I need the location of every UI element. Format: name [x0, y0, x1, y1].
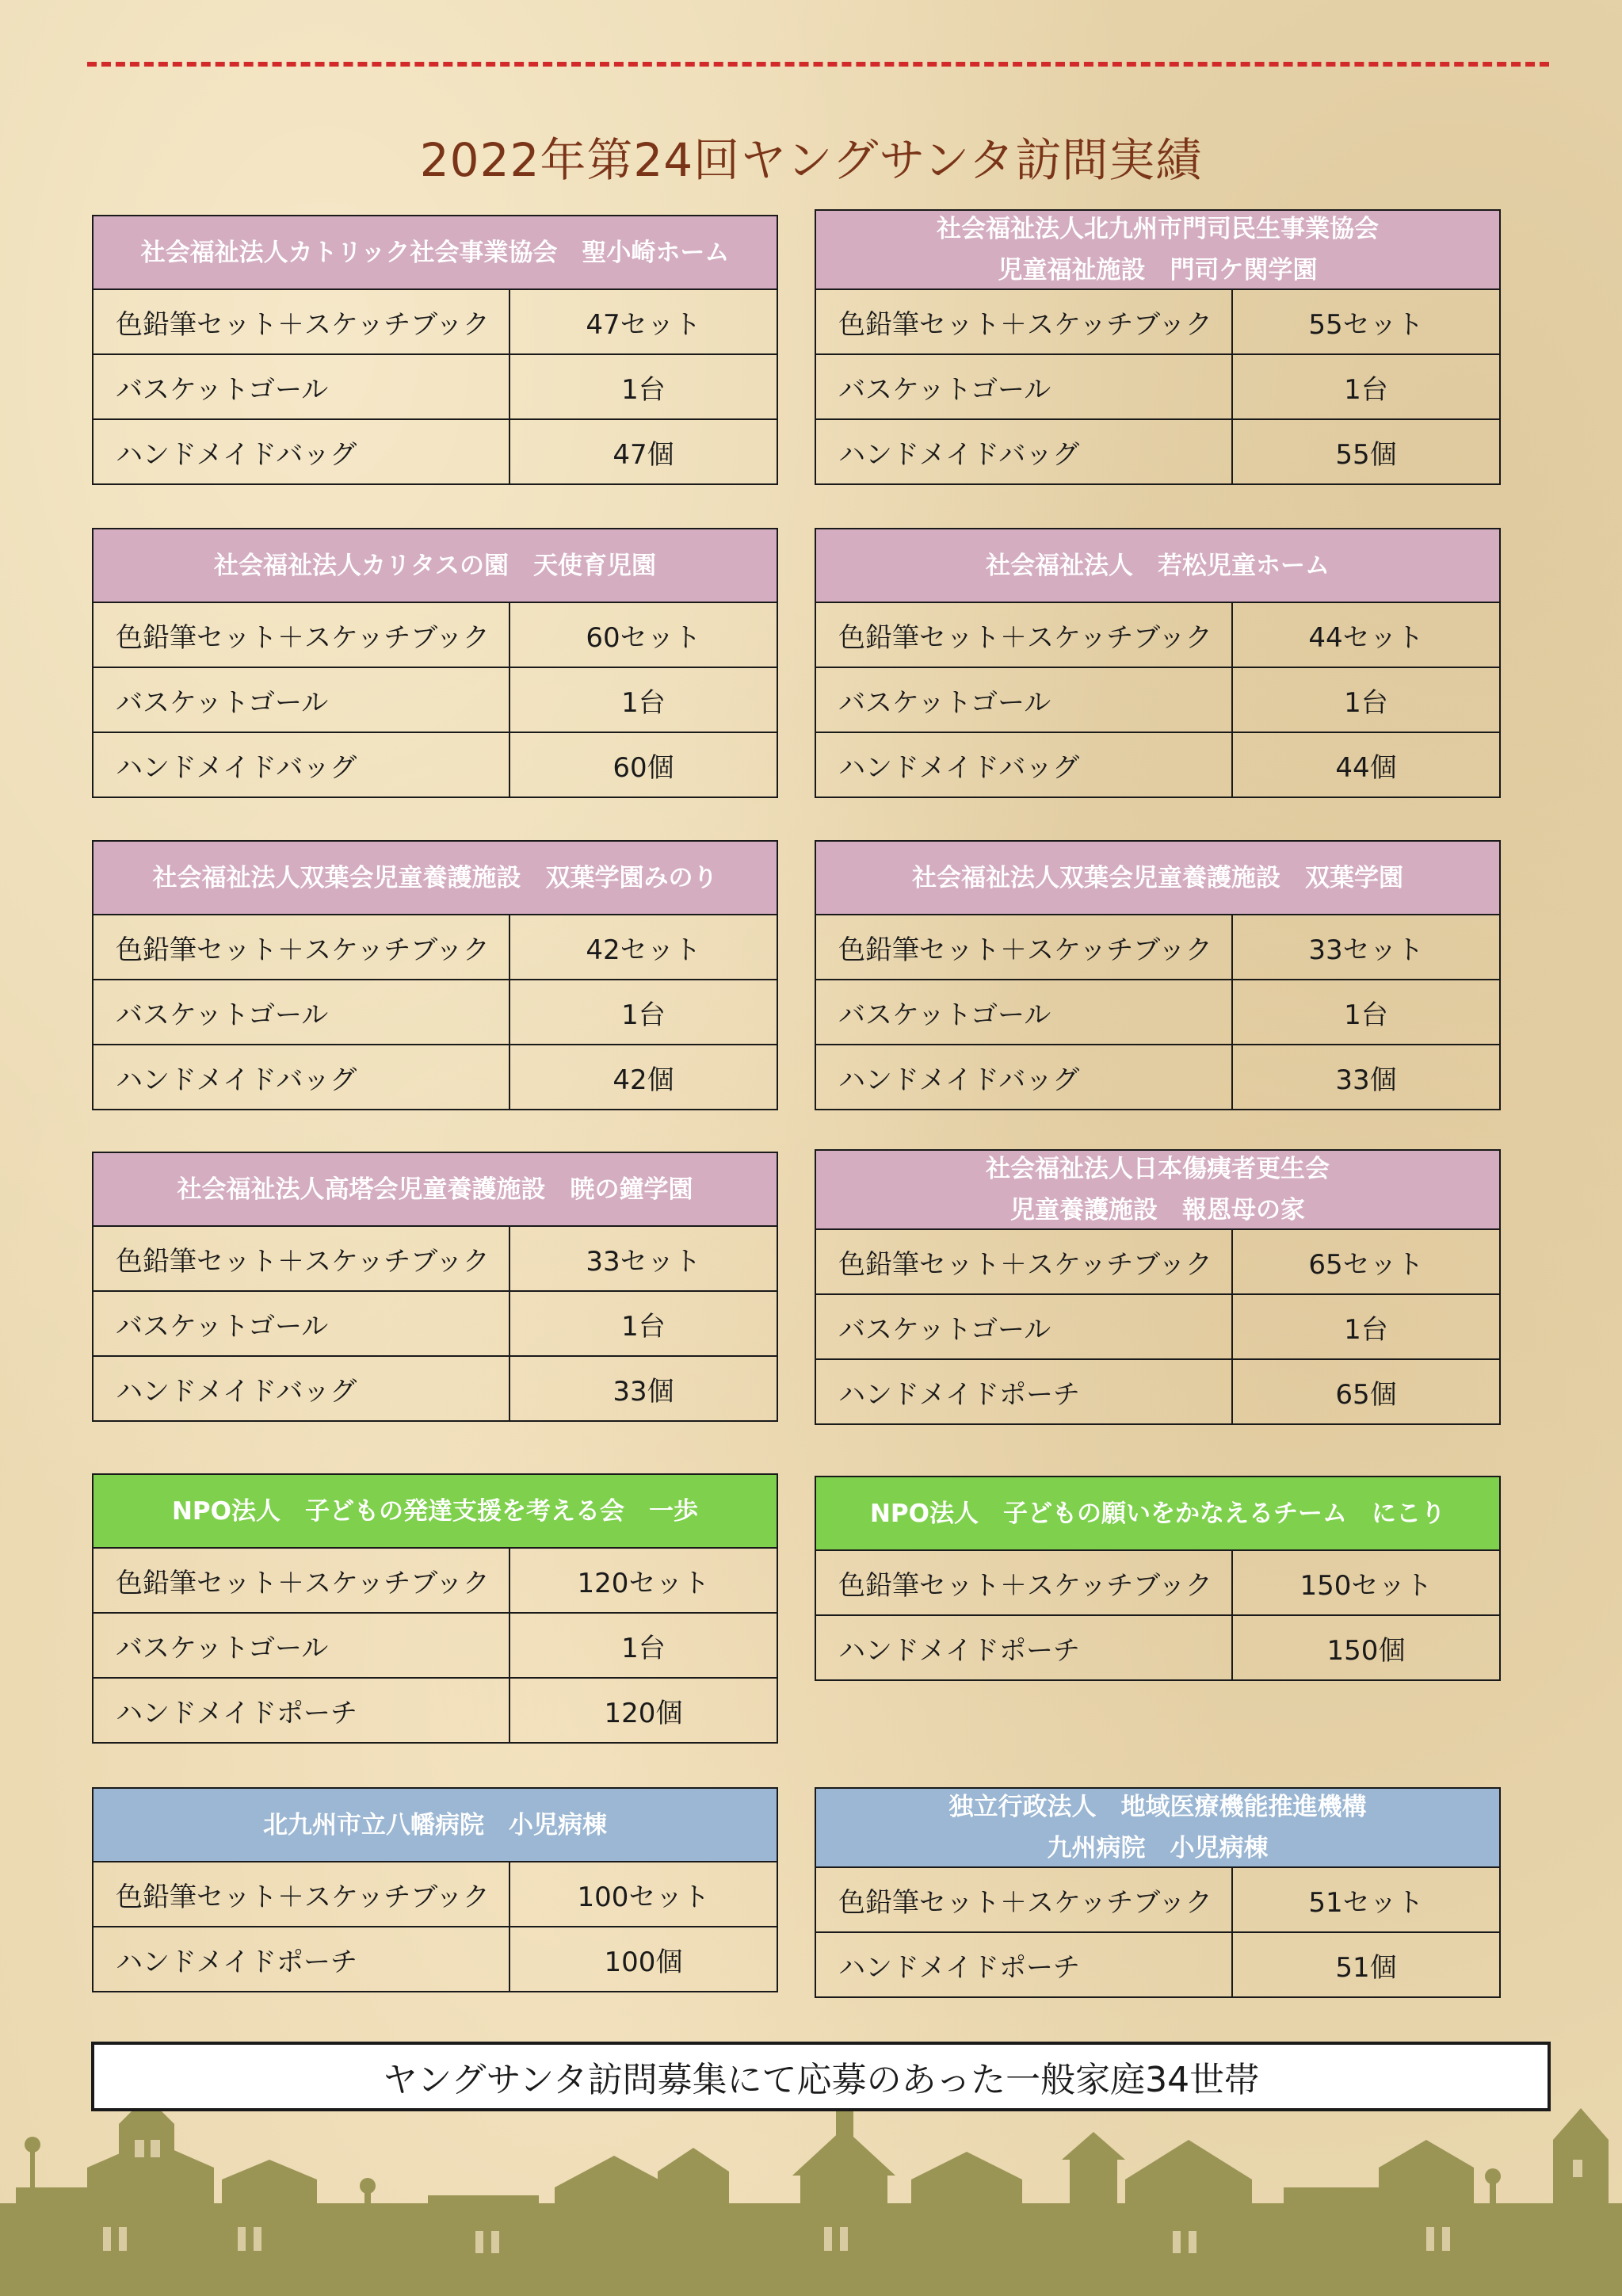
item-name: ハンドメイドバッグ — [93, 1356, 509, 1421]
item-quantity: 150セット — [1232, 1550, 1500, 1615]
table-row — [815, 732, 1500, 797]
facility-header — [815, 1787, 1501, 1868]
item-name: 色鉛筆セット＋スケッチブック — [93, 915, 509, 980]
item-name: ハンドメイドバッグ — [93, 419, 509, 484]
table-row — [93, 1862, 777, 1927]
item-quantity: 55セット — [1232, 289, 1500, 354]
item-quantity: 1台 — [509, 980, 777, 1045]
table-row — [815, 1294, 1500, 1359]
facility-card — [815, 1149, 1501, 1425]
item-name: 色鉛筆セット＋スケッチブック — [815, 1550, 1232, 1615]
item-name: ハンドメイドバッグ — [815, 419, 1232, 484]
item-quantity: 1台 — [509, 354, 777, 419]
general-households-note — [91, 2042, 1551, 2111]
item-name: ハンドメイドバッグ — [815, 732, 1232, 797]
item-quantity: 100個 — [509, 1927, 777, 1992]
item-name: 色鉛筆セット＋スケッチブック — [815, 1229, 1232, 1294]
item-quantity: 65個 — [1232, 1359, 1500, 1424]
item-name: ハンドメイドバッグ — [93, 732, 509, 797]
item-table — [815, 602, 1501, 798]
item-name: バスケットゴール — [93, 667, 509, 732]
item-quantity: 33セット — [1232, 915, 1500, 980]
facility-name: 社会福祉法人カリタスの園 天使育児園 — [214, 551, 656, 580]
item-name: ハンドメイドポーチ — [93, 1927, 509, 1992]
facility-card — [92, 1473, 778, 1744]
page-title: 2022年第24回ヤングサンタ訪問実績 — [419, 133, 1203, 187]
table-row — [815, 1615, 1500, 1680]
dashed-divider — [87, 62, 1549, 67]
table-row — [815, 1359, 1500, 1424]
facility-subname: 児童福祉施設 門司ケ関学園 — [998, 256, 1318, 285]
facility-name: 北九州市立八幡病院 小児病棟 — [263, 1810, 607, 1839]
table-row — [93, 1356, 777, 1421]
item-name: ハンドメイドバッグ — [815, 1045, 1232, 1110]
facility-card — [815, 840, 1501, 1110]
item-name: 色鉛筆セット＋スケッチブック — [815, 602, 1232, 667]
table-row — [93, 289, 777, 354]
facility-name: NPO法人 子どもの願いをかなえるチーム にこり — [869, 1499, 1445, 1528]
table-row — [815, 1932, 1500, 1997]
item-name: 色鉛筆セット＋スケッチブック — [93, 289, 509, 354]
item-quantity: 1台 — [1232, 667, 1500, 732]
item-quantity: 1台 — [1232, 354, 1500, 419]
table-row — [93, 602, 777, 667]
item-name: 色鉛筆セット＋スケッチブック — [93, 1226, 509, 1291]
item-quantity: 1台 — [509, 667, 777, 732]
item-quantity: 33個 — [1232, 1045, 1500, 1110]
table-row — [815, 354, 1500, 419]
item-name: ハンドメイドバッグ — [93, 1045, 509, 1110]
table-row — [93, 419, 777, 484]
item-table — [92, 602, 778, 798]
item-name: バスケットゴール — [815, 667, 1232, 732]
table-row — [93, 1548, 777, 1613]
town-silhouette-image — [0, 2092, 1622, 2296]
item-name: ハンドメイドポーチ — [815, 1932, 1232, 1997]
item-table — [815, 1228, 1501, 1425]
item-quantity: 44個 — [1232, 732, 1500, 797]
table-row — [815, 1550, 1500, 1615]
item-name: ハンドメイドポーチ — [93, 1678, 509, 1743]
item-table — [815, 914, 1501, 1110]
facility-card — [92, 1152, 778, 1422]
item-name: バスケットゴール — [815, 354, 1232, 419]
item-name: 色鉛筆セット＋スケッチブック — [815, 915, 1232, 980]
table-row — [93, 1291, 777, 1356]
item-quantity: 42セット — [509, 915, 777, 980]
facility-card — [815, 528, 1501, 798]
facility-name: 社会福祉法人双葉会児童養護施設 双葉学園みのり — [152, 863, 718, 892]
facility-header — [92, 215, 778, 290]
item-table — [815, 1866, 1501, 1998]
item-quantity: 1台 — [509, 1291, 777, 1356]
table-row — [815, 915, 1500, 980]
item-name: ハンドメイドポーチ — [815, 1359, 1232, 1424]
facility-subname: 児童養護施設 報恩母の家 — [1010, 1196, 1305, 1224]
item-quantity: 1台 — [509, 1613, 777, 1678]
table-row — [815, 1045, 1500, 1110]
table-row — [815, 602, 1500, 667]
facility-header — [92, 1473, 778, 1549]
table-row — [93, 1226, 777, 1291]
facility-card — [815, 1787, 1501, 1998]
table-row — [815, 667, 1500, 732]
table-row — [815, 289, 1500, 354]
item-name: バスケットゴール — [815, 980, 1232, 1045]
item-name: バスケットゴール — [93, 980, 509, 1045]
item-name: 色鉛筆セット＋スケッチブック — [815, 1867, 1232, 1932]
facility-header — [815, 528, 1501, 603]
table-row — [93, 1927, 777, 1992]
item-quantity: 1台 — [1232, 1294, 1500, 1359]
table-row — [93, 1678, 777, 1743]
item-quantity: 44セット — [1232, 602, 1500, 667]
item-table — [92, 288, 778, 485]
item-name: ハンドメイドポーチ — [815, 1615, 1232, 1680]
facility-header — [815, 840, 1501, 915]
facility-card — [92, 1787, 778, 1992]
facility-name: 社会福祉法人日本傷痍者更生会 — [986, 1155, 1330, 1183]
facility-name: 独立行政法人 地域医療機能推進機構 — [948, 1793, 1367, 1821]
facility-card — [92, 528, 778, 798]
item-table — [92, 1547, 778, 1744]
item-quantity: 33個 — [509, 1356, 777, 1421]
item-name: 色鉛筆セット＋スケッチブック — [93, 1862, 509, 1927]
item-quantity: 47セット — [509, 289, 777, 354]
item-quantity: 100セット — [509, 1862, 777, 1927]
facility-card — [815, 209, 1501, 485]
facility-header — [92, 528, 778, 603]
facility-header — [815, 209, 1501, 290]
item-quantity: 42個 — [509, 1045, 777, 1110]
table-row — [815, 1867, 1500, 1932]
item-table — [92, 1861, 778, 1992]
item-name: バスケットゴール — [93, 1291, 509, 1356]
footer-text: ヤングサンタ訪問募集にて応募のあった一般家庭34世帯 — [382, 2060, 1260, 2100]
facility-header — [815, 1476, 1501, 1551]
facility-name: 社会福祉法人 若松児童ホーム — [986, 551, 1330, 580]
table-row — [93, 732, 777, 797]
item-table — [92, 1225, 778, 1422]
facility-header — [92, 1152, 778, 1227]
item-quantity: 120セット — [509, 1548, 777, 1613]
item-name: バスケットゴール — [815, 1294, 1232, 1359]
item-quantity: 51個 — [1232, 1932, 1500, 1997]
item-name: 色鉛筆セット＋スケッチブック — [93, 1548, 509, 1613]
item-quantity: 55個 — [1232, 419, 1500, 484]
facility-header — [92, 840, 778, 915]
item-name: バスケットゴール — [93, 354, 509, 419]
item-quantity: 60セット — [509, 602, 777, 667]
item-quantity: 51セット — [1232, 1867, 1500, 1932]
item-name: 色鉛筆セット＋スケッチブック — [815, 289, 1232, 354]
item-quantity: 47個 — [509, 419, 777, 484]
item-quantity: 65セット — [1232, 1229, 1500, 1294]
table-row — [93, 354, 777, 419]
table-row — [93, 667, 777, 732]
facility-header — [815, 1149, 1501, 1230]
table-row — [93, 1045, 777, 1110]
facility-name: 社会福祉法人双葉会児童養護施設 双葉学園 — [912, 863, 1403, 892]
facility-name: 社会福祉法人高塔会児童養護施設 暁の鐘学園 — [177, 1175, 693, 1204]
table-row — [93, 1613, 777, 1678]
table-row — [815, 419, 1500, 484]
table-row — [815, 1229, 1500, 1294]
item-name: バスケットゴール — [93, 1613, 509, 1678]
facility-header — [92, 1787, 778, 1862]
table-row — [93, 980, 777, 1045]
item-quantity: 150個 — [1232, 1615, 1500, 1680]
item-quantity: 33セット — [509, 1226, 777, 1291]
facility-name: NPO法人 子どもの発達支援を考える会 一歩 — [171, 1496, 698, 1526]
facility-name: 社会福祉法人北九州市門司民生事業協会 — [937, 215, 1379, 243]
item-table — [815, 288, 1501, 485]
facility-card — [815, 1476, 1501, 1681]
item-quantity: 120個 — [509, 1678, 777, 1743]
item-table — [92, 914, 778, 1110]
item-name: 色鉛筆セット＋スケッチブック — [93, 602, 509, 667]
item-table — [815, 1549, 1501, 1681]
item-quantity: 1台 — [1232, 980, 1500, 1045]
item-quantity: 60個 — [509, 732, 777, 797]
facility-subname: 九州病院 小児病棟 — [1047, 1834, 1269, 1862]
facility-name: 社会福祉法人カトリック社会事業協会 聖小崎ホーム — [140, 238, 730, 267]
facility-card — [92, 840, 778, 1110]
table-row — [815, 980, 1500, 1045]
facility-card — [92, 215, 778, 485]
table-row — [93, 915, 777, 980]
